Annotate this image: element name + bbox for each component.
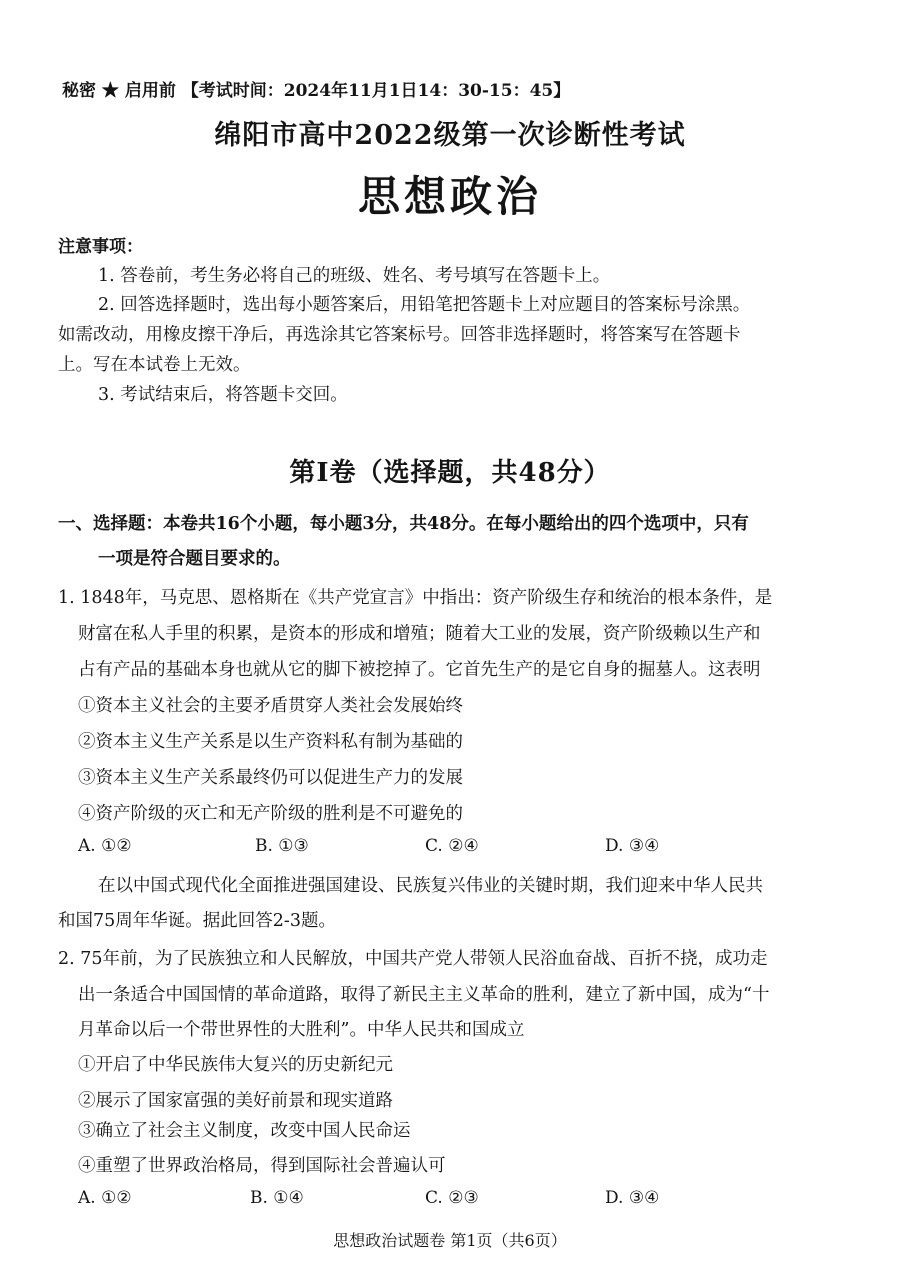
q2-item-1: ①开启了中华民族伟大复兴的历史新纪元 (78, 1055, 393, 1075)
q2-option-a: A. ①② (78, 1188, 132, 1208)
q1-item-2: ②资本主义生产关系是以生产资料私有制为基础的 (78, 732, 463, 752)
q2-stem-line-1: 2. 75年前，为了民族独立和人民解放，中国共产党人带领人民浴血奋战、百折不挠，成功走 (58, 949, 768, 969)
q2-stem-line-2: 出一条适合中国国情的革命道路，取得了新民主主义革命的胜利，建立了新中国，成为“十 (78, 985, 770, 1005)
q1-item-3: ③资本主义生产关系最终仍可以促进生产力的发展 (78, 768, 463, 788)
q1-stem-line-3: 占有产品的基础本身也就从它的脚下被挖掉了。它首先生产的是它自身的掘墓人。这表明 (78, 660, 761, 680)
notice-item-1: 1. 答卷前，考生务必将自己的班级、姓名、考号填写在答题卡上。 (98, 266, 611, 286)
q1-option-c: C. ②④ (425, 836, 479, 856)
q2-option-c: C. ②③ (425, 1188, 479, 1208)
section-heading: 一、选择题：本卷共16个小题，每小题3分，共48分。在每小题给出的四个选项中，只有 (58, 514, 749, 534)
secret-line: 秘密 ★ 启用前 【考试时间：2024年11月1日14：30-15：45】 (62, 81, 571, 101)
page-footer: 思想政治试题卷 第1页（共6页） (333, 1231, 567, 1250)
notice-item-2-cont: 如需改动，用橡皮擦干净后，再选涂其它答案标号。回答非选择题时，将答案写在答题卡 (58, 325, 741, 345)
intro-line-2: 和国75周年华诞。据此回答2-3题。 (58, 911, 336, 931)
q1-option-a: A. ①② (78, 836, 132, 856)
part1-title: 第Ⅰ卷（选择题，共48分） (289, 458, 611, 488)
notice-item-3: 3. 考试结束后，将答题卡交回。 (98, 385, 348, 405)
notice-item-2-cont-2: 上。写在本试卷上无效。 (58, 355, 251, 375)
q1-option-b: B. ①③ (255, 836, 309, 856)
q1-item-4: ④资产阶级的灭亡和无产阶级的胜利是不可避免的 (78, 804, 463, 824)
q1-item-1: ①资本主义社会的主要矛盾贯穿人类社会发展始终 (78, 696, 463, 716)
q2-item-4: ④重塑了世界政治格局，得到国际社会普遍认可 (78, 1156, 446, 1176)
q1-stem-line-1: 1. 1848年，马克思、恩格斯在《共产党宣言》中指出：资产阶级生存和统治的根本条件，是 (58, 588, 773, 608)
q2-item-2: ②展示了国家富强的美好前景和现实道路 (78, 1091, 393, 1111)
exam-title: 绵阳市高中2022级第一次诊断性考试 (214, 120, 686, 151)
intro-line-1: 在以中国式现代化全面推进强国建设、民族复兴伟业的关键时期，我们迎来中华人民共 (98, 876, 763, 896)
subject-title: 思想政治 (357, 172, 542, 221)
q2-option-d: D. ③④ (605, 1188, 660, 1208)
q1-option-d: D. ③④ (605, 836, 660, 856)
notice-heading: 注意事项： (58, 237, 143, 257)
q1-stem-line-2: 财富在私人手里的积累，是资本的形成和增殖；随着大工业的发展，资产阶级赖以生产和 (78, 624, 761, 644)
q2-stem-line-3: 月革命以后一个带世界性的大胜利”。中华人民共和国成立 (78, 1020, 525, 1040)
notice-item-2: 2. 回答选择题时，选出每小题答案后，用铅笔把答题卡上对应题目的答案标号涂黑。 (98, 295, 751, 315)
section-heading-cont: 一项是符合题目要求的。 (98, 549, 291, 569)
q2-item-3: ③确立了社会主义制度，改变中国人民命运 (78, 1121, 411, 1141)
q2-option-b: B. ①④ (250, 1188, 304, 1208)
